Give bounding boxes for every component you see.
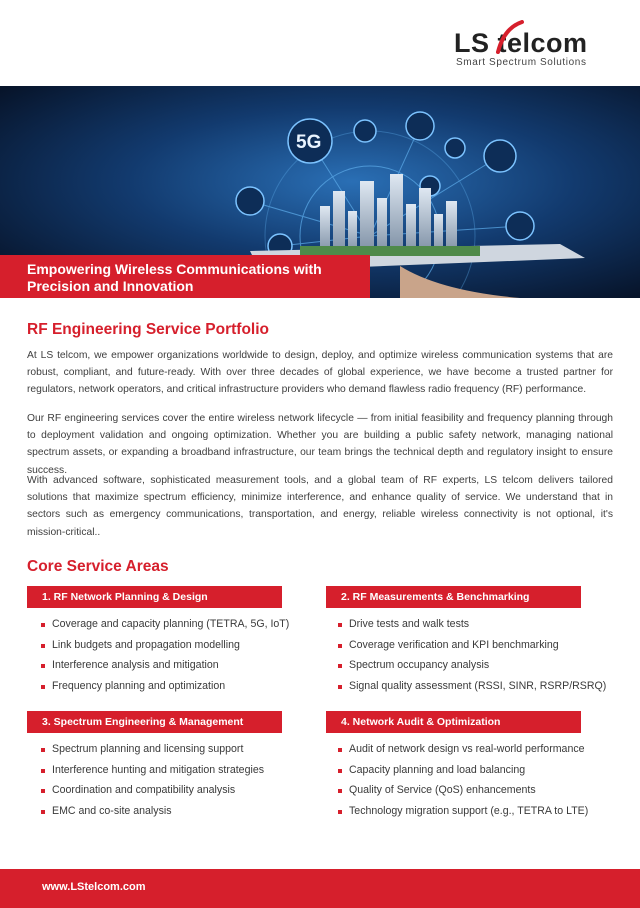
intro-paragraph-3: With advanced software, sophisticated measurement tools, and a global team of RF experts, LS telcom delivers tailored solutions that maximize spectrum efficiency, minimize interference, and enhance quality of service. We understand that in sectors such as emergency communications, transportation, and energy, reliable wireless connectivity is not optional, it's mission-critical.. [27, 475, 613, 538]
list-item: Technology migration support (e.g., TETRA to LTE) [338, 801, 588, 822]
list-item: Coverage verification and KPI benchmarking [338, 635, 606, 656]
service-area-4-heading: 4. Network Audit & Optimization [326, 711, 581, 733]
list-item: Quality of Service (QoS) enhancements [338, 780, 588, 801]
list-item: Signal quality assessment (RSSI, SINR, RSRP/RSRQ) [338, 676, 606, 697]
list-item: Drive tests and walk tests [338, 614, 606, 635]
list-item: Interference analysis and mitigation [41, 655, 289, 676]
hero-banner [0, 255, 370, 298]
list-item: Coordination and compatibility analysis [41, 780, 264, 801]
service-area-2-list [338, 614, 606, 696]
service-area-1-heading: 1. RF Network Planning & Design [27, 586, 282, 608]
service-area-4-list [338, 739, 588, 821]
intro-paragraph-2: Our RF engineering services cover the entire wireless network lifecycle — from initial feasibility and frequency planning through to deployment validation and ongoing optimization. Whether you are building a public safety network, managing national spectrum assets, or expanding a broadband infrastructure, our team brings the technical depth and regulatory insight to ensure success. [27, 413, 613, 476]
list-item: Coverage and capacity planning (TETRA, 5G, IoT) [41, 614, 289, 635]
banner-line-1: Empowering Wireless Communications with [27, 261, 322, 277]
list-item: EMC and co-site analysis [41, 801, 264, 822]
list-item: Link budgets and propagation modelling [41, 635, 289, 656]
list-item: Frequency planning and optimization [41, 676, 289, 697]
list-item: Interference hunting and mitigation strategies [41, 760, 264, 781]
intro-paragraph-1: At LS telcom, we empower organizations worldwide to design, deploy, and optimize wireless communication systems that are robust, compliant, and future-ready. With over three decades of global experience, we have become a trusted partner for regulators, network operators, and critical infrastructure providers who demand flawless radio frequency (RF) performance. [27, 350, 613, 396]
service-area-3-heading: 3. Spectrum Engineering & Management [27, 711, 282, 733]
service-area-1-list [41, 614, 289, 696]
website-link[interactable]: www.LStelcom.com [42, 881, 146, 893]
logo-swoosh-icon [494, 20, 524, 54]
list-item: Capacity planning and load balancing [338, 760, 588, 781]
banner-line-2: Precision and Innovation [27, 278, 194, 294]
list-item: Spectrum planning and licensing support [41, 739, 264, 760]
service-area-3-list [41, 739, 264, 821]
list-item: Audit of network design vs real-world performance [338, 739, 588, 760]
portfolio-title: RF Engineering Service Portfolio [27, 321, 270, 338]
service-area-2-heading: 2. RF Measurements & Benchmarking [326, 586, 581, 608]
logo-tagline: Smart Spectrum Solutions [456, 57, 587, 68]
badge-5g: 5G [296, 132, 322, 153]
footer-bar [0, 869, 640, 908]
core-areas-title: Core Service Areas [27, 558, 169, 575]
logo-wordmark: LS telcom [454, 28, 588, 58]
list-item: Spectrum occupancy analysis [338, 655, 606, 676]
company-logo [454, 22, 604, 72]
